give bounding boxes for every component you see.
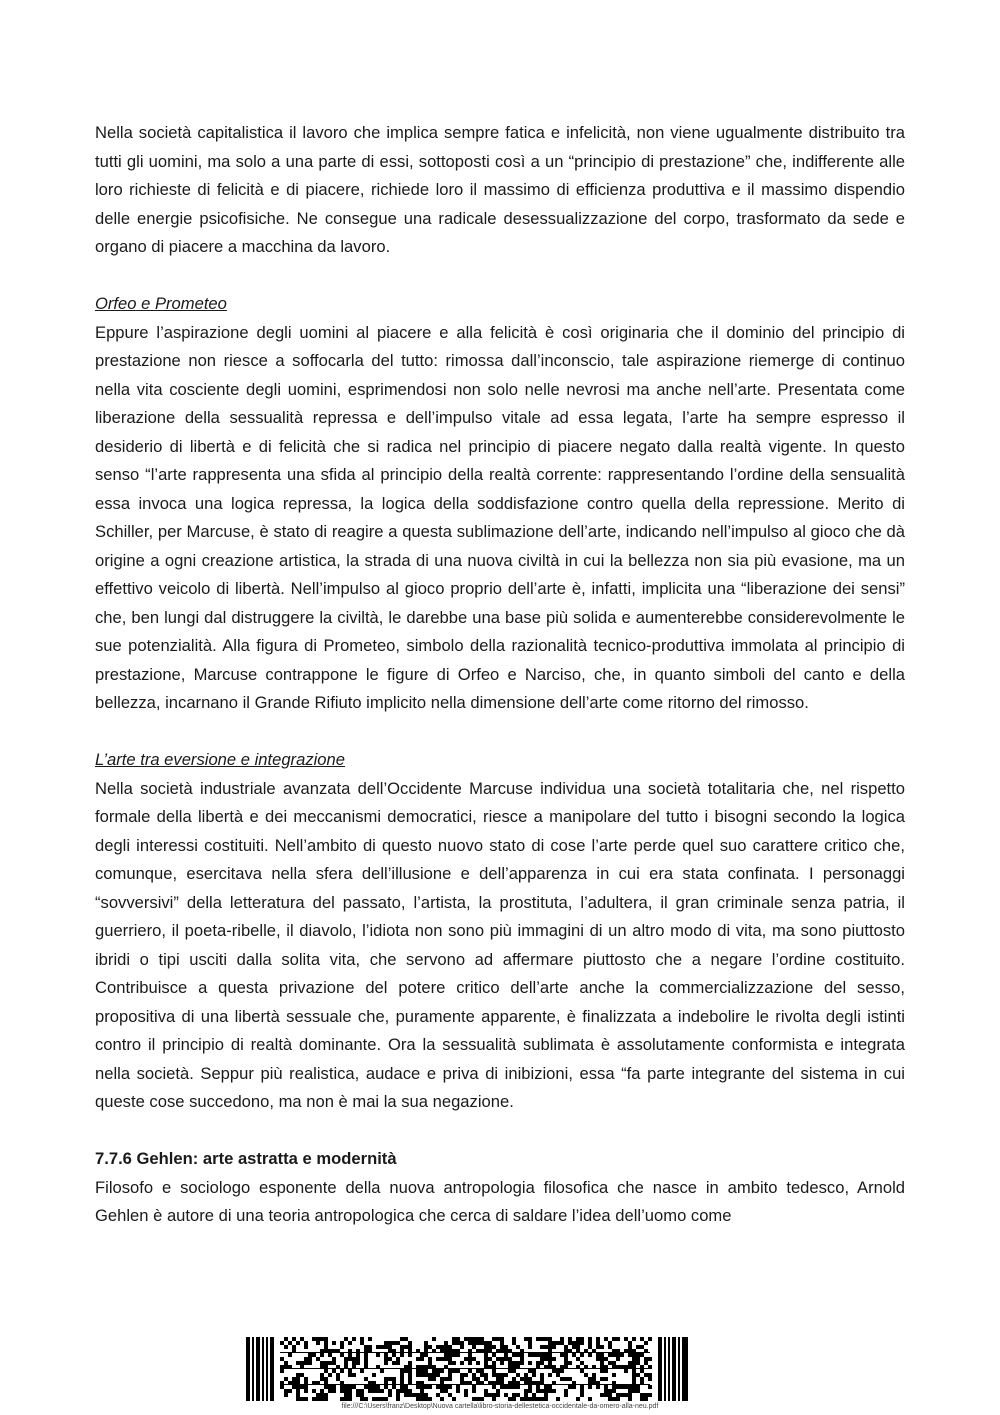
- paragraph-intro: Nella società capitalistica il lavoro che implica sempre fatica e infelicità, non viene ugualmente distribuito tra tutti gli uomini, ma solo a una parte di essi, sottoposti così a un “principio di prestazione” che, indifferente alle loro richieste di felicità e di piacere, richiede loro il massimo di efficienza produttiva e il massimo dispendio delle energie psicofisiche. Ne consegue una radicale desessualizzazione del corpo, trasformato da sede e organo di piacere a macchina da lavoro.: [95, 123, 905, 256]
- file-path-footer: file:///C:\Users\franz\Desktop\Nuova cartella\libro-storia-dellestetica-occidentale-da-omero-alla-neu.pdf: [341, 1403, 659, 1410]
- document-page: [95, 119, 905, 1231]
- subheading-arte-eversione: L’arte tra eversione e integrazione: [95, 750, 345, 769]
- section-heading-gehlen: 7.7.6 Gehlen: arte astratta e modernità: [95, 1149, 397, 1168]
- spacer: [95, 718, 905, 747]
- spacer: [95, 1117, 905, 1146]
- paragraph-gehlen: Filosofo e sociologo esponente della nuova antropologia filosofica che nasce in ambito tedesco, Arnold Gehlen è autore di una teoria antropologica che cerca di saldare l’idea dell’uomo come: [95, 1177, 905, 1225]
- barcode-image: [246, 1337, 688, 1401]
- paragraph-arte-eversione: Nella società industriale avanzata dell’Occidente Marcuse individua una società totalitaria che, nel rispetto formale della libertà e dei meccanismi democratici, riesce a manipolare del tutto i bisogni secondo la logica degli interessi costituiti. Nell’ambito di questo nuovo stato di cose l’arte perde quel suo carattere critico che, comunque, esercitava nella sfera dell’illusione e dell’apparenza in cui era stata confinata. I personaggi “sovversivi” della letteratura del passato, l’artista, la prostituta, l’adultera, il gran criminale senza patria, il guerriero, il poeta-ribelle, il diavolo, l’idiota non sono più immagini di un altro modo di vita, ma sono piuttosto ibridi o tipi usciti dalla solita vita, che servono ad affermare piuttosto che a negare l’ordine costituito. Contribuisce a questa privazione del potere critico dell’arte anche la commercializzazione del sesso, propositiva di una libertà sessuale che, puramente apparente, è finalizzata a indebolire le rivolta degli istinti contro il principio di realtà dominante. Ora la sessualità sublimata è assolutamente conformista e integrata nella società. Seppur più realistica, audace e priva di inibizioni, essa “fa parte integrante del sistema in cui queste cose succedono, ma non è mai la sua negazione.: [95, 778, 905, 1111]
- spacer: [95, 262, 905, 291]
- subheading-orfeo-prometeo: Orfeo e Prometeo: [95, 294, 227, 313]
- paragraph-orfeo-prometeo: Eppure l’aspirazione degli uomini al piacere e alla felicità è così originaria che il dominio del principio di prestazione non riesce a soffocarla del tutto: rimossa dall’inconscio, tale aspirazione riemerge di continuo nella vita cosciente degli uomini, esprimendosi non solo nelle nevrosi ma anche nell’arte. Presentata come liberazione della sessualità repressa e dell’impulso vitale ad essa legata, l’arte ha sempre espresso il desiderio di libertà e di felicità che si radica nel principio di piacere negato dalla realtà vigente. In questo senso “l’arte rappresenta una sfida al principio della realtà corrente: rappresentando l’ordine della sensualità essa invoca una logica repressa, la logica della soddisfazione contro quella della repressione. Merito di Schiller, per Marcuse, è stato di reagire a questa sublimazione dell’arte, indicando nell’impulso al gioco che dà origine a ogni creazione artistica, la strada di una nuova civiltà in cui la bellezza non sia più evasione, ma un effettivo veicolo di libertà. Nell’impulso al gioco proprio dell’arte è, infatti, implicita una “liberazione dei sensi” che, ben lungi dal distruggere la civiltà, le darebbe una base più solida e aumenterebbe considerevolmente le sue potenzialità. Alla figura di Prometeo, simbolo della razionalità tecnico-produttiva immolata al principio di prestazione, Marcuse contrappone le figure di Orfeo e Narciso, che, in quanto simboli del canto e della bellezza, incarnano il Grande Rifiuto implicito nella dimensione dell’arte come ritorno del rimosso.: [95, 322, 905, 712]
